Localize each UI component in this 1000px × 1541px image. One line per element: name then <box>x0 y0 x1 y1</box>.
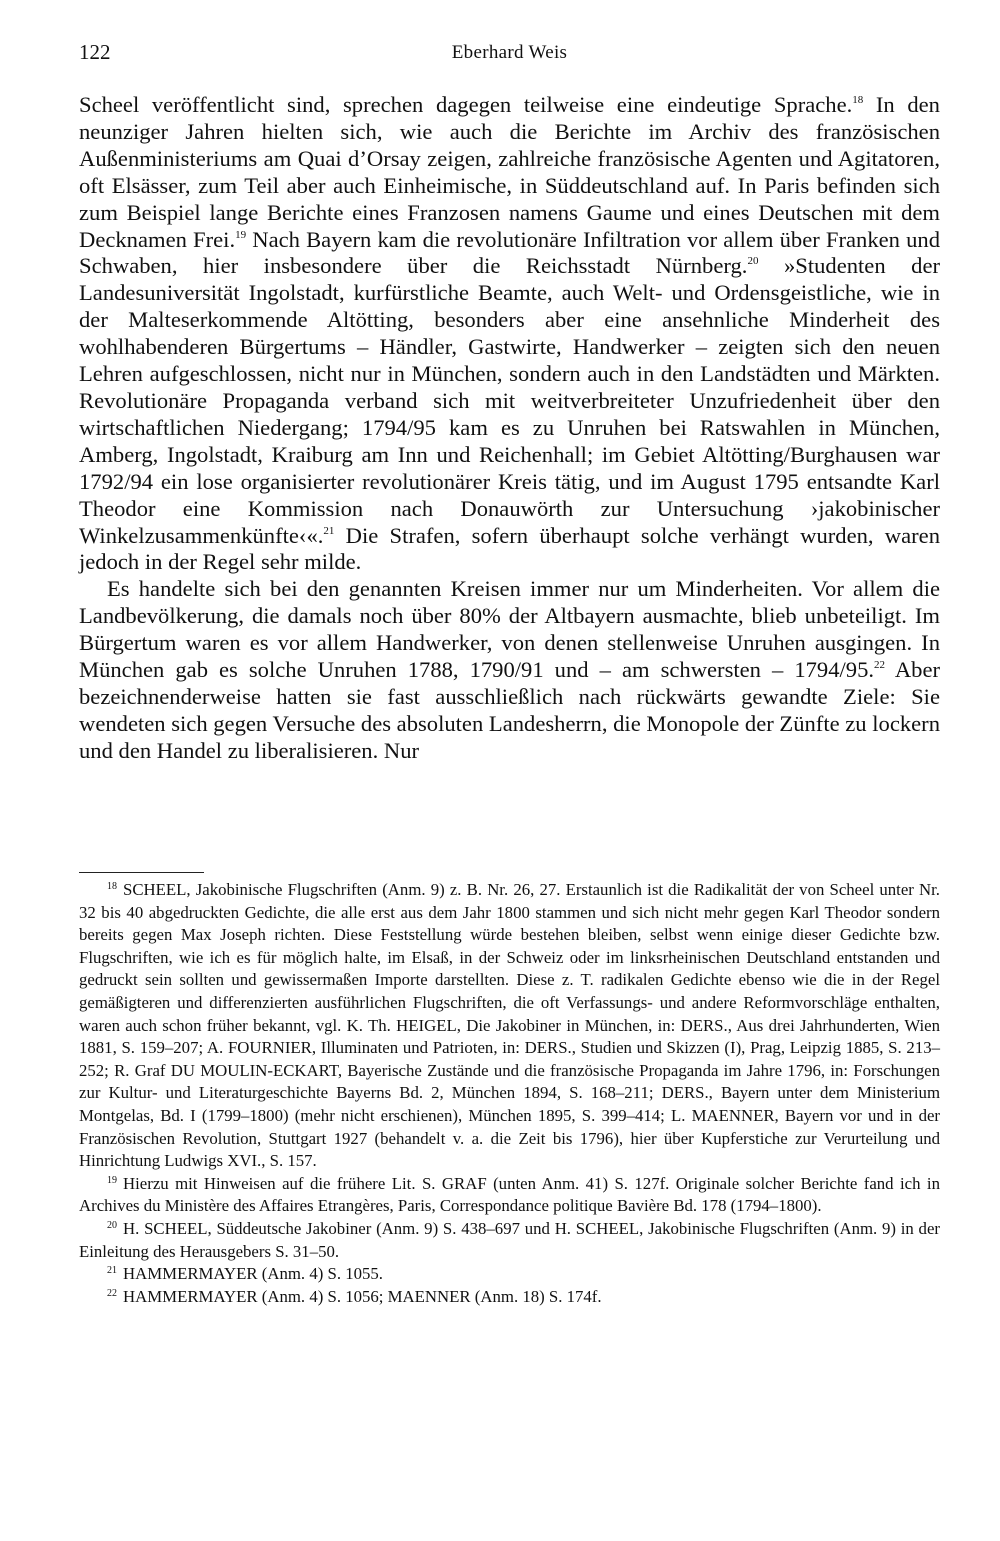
text-run: Nach Bayern kam die revolutionäre Infiltration vor allem über Franken und Schwaben, hier insbesondere über die Reichsstadt Nürnberg. <box>79 226 941 279</box>
paragraph-1 <box>79 92 940 576</box>
text-run: Es handelte sich bei den genannten Kreisen immer nur um Minderheiten. Vor allem die Landbevölkerung, die damals noch über 80% der Altbayern ausmachte, blieb unbeteiligt. Im Bürgertum waren es vor allem Handwerker, von denen stellenweise Unruhen ausgingen. In München gab es solche Unruhen 1788, 1790/91 und – am schwersten – 1794/95. <box>79 576 940 683</box>
footnote-ref-22: 22 <box>874 659 886 672</box>
footnote-divider <box>79 872 204 873</box>
footnote-ref-21: 21 <box>323 524 335 537</box>
text-run: Scheel veröffentlicht sind, sprechen dagegen teilweise eine eindeutige Sprache. <box>79 92 853 117</box>
footnote-text: SCHEEL, Jakobinische Flugschriften (Anm. 9) z. B. Nr. 26, 27. Erstaunlich ist die Radikalität der von Scheel unter Nr. 32 bis 40 abgedruckten Gedichte, die alle erst aus dem Jahr 1800 stammen und sich nicht mehr gegen Karl Theodor sondern bereits gegen Max Joseph richten. Diese Feststellung würde bestehen bleiben, selbst wenn einige dieser Gedichte bzw. Flugschriften, wie ich es für möglich halte, im Elsaß, in der Schweiz oder im linksrheinischen Deutschland entstanden und gedruckt sein sollten und gewissermaßen Importe darstellten. Diese z. T. radikalen Gedichte ebenso wie die in der Regel gemäßigteren und differenzierten ausführlichen Flugschriften, die oft Verfassungs- und andere Reformvorschläge enthalten, waren auch schon früher bekannt, vgl. K. Th. HEIGEL, Die Jakobiner in München, in: DERS., Aus drei Jahrhunderten, Wien 1881, S. 159–207; A. FOURNIER, Illuminaten und Patrioten, in: DERS., Studien und Skizzen (I), Prag, Leipzig 1885, S. 213–252; R. Graf DU MOULIN-ECKART, Bayerische Zustände und die französische Propaganda im Jahre 1796, in: Forschungen zur Kultur- und Literaturgeschichte Bayerns Bd. 2, München 1894, S. 168–211; DERS., Bayern unter dem Ministerium Montgelas, Bd. I (1799–1800) (mehr nicht erschienen), München 1895, S. 399–414; L. MAENNER, Bayern vor und in der Französischen Revolution, Stuttgart 1927 (behandelt v. a. die Zeit bis 1796), hier über Kupferstiche zur Verurteilung und Hinrichtung Ludwigs XVI., S. 157. <box>79 880 940 1171</box>
footnote-text: HAMMERMAYER (Anm. 4) S. 1056; MAENNER (Anm. 18) S. 174f. <box>123 1286 602 1306</box>
page-header <box>79 40 940 70</box>
running-title: Eberhard Weis <box>451 42 568 63</box>
main-text <box>79 92 940 765</box>
footnote-ref-18: 18 <box>852 94 864 106</box>
footnote-19 <box>79 1173 940 1218</box>
footnote-number: 21 <box>107 1265 117 1277</box>
footnote-21 <box>79 1263 940 1286</box>
text-run: Die Strafen, sofern überhaupt solche verhängt wurden, waren jedoch in der Regel sehr milde. <box>79 522 940 575</box>
page-number: 122 <box>79 40 111 64</box>
text-run: »Studenten der Landesuniversität Ingolstadt, kurfürstliche Beamte, auch Welt- und Ordensgeistliche, wie in der Malteserkommende Altötting, besonders aber eine ansehnliche Minderheit des wohlhabenderen Bürgertums – Händler, Gastwirte, Handwerker – zeigten sich den neuen Lehren aufgeschlossen, nicht nur in München, sondern auch in den Landstädten und Märkten. Revolutionäre Propaganda verband sich mit weitverbreiteter Unzufriedenheit über den wirtschaftlichen Niedergang; 1794/95 kam es zu Unruhen bei Ratswahlen in München, Amberg, Ingolstadt, Kraiburg am Inn und Reichenhall; im Gebiet Altötting/Burghausen war 1792/94 ein lose organisierter revolutionärer Kreis tätig, und im August 1795 entsandte Karl Theodor eine Kommission nach Donauwörth zur Untersuchung ›jakobinischer Winkelzusammenkünfte‹«. <box>79 253 941 548</box>
text-run: In den neunziger Jahren hielten sich, wie auch die Berichte im Archiv des französischen Außenministeriums am Quai d’Orsay zeigen, zahlreiche französische Agenten und Agitatoren, oft Elsässer, zum Teil aber auch Einheimische, in Süddeutschland auf. In Paris befinden sich zum Beispiel lange Berichte eines Franzosen namens Gaume und eines Deutschen mit dem Decknamen Frei. <box>79 92 940 252</box>
footnote-text: HAMMERMAYER (Anm. 4) S. 1055. <box>123 1264 383 1284</box>
footnote-number: 18 <box>107 881 117 892</box>
footnote-20 <box>79 1218 940 1263</box>
footnote-22 <box>79 1286 940 1309</box>
footnote-text: Hierzu mit Hinweisen auf die frühere Lit. S. GRAF (unten Anm. 41) S. 127f. Originale solcher Berichte fand ich in Archives du Ministère des Affaires Etrangères, Paris, Correspondance politique Bavière Bd. 178 (1794–1800). <box>79 1173 940 1216</box>
footnote-ref-20: 20 <box>747 255 759 268</box>
footnote-number: 20 <box>107 1219 117 1231</box>
footnote-number: 22 <box>107 1287 117 1299</box>
footnote-text: H. SCHEEL, Süddeutsche Jakobiner (Anm. 9) S. 438–697 und H. SCHEEL, Jakobinische Flugschriften (Anm. 9) in der Einleitung des Herausgebers S. 31–50. <box>79 1218 940 1261</box>
paragraph-2 <box>79 576 940 764</box>
footnote-ref-19: 19 <box>235 228 247 241</box>
footnote-number: 19 <box>107 1174 117 1186</box>
text-run: Aber bezeichnenderweise hatten sie fast ausschließlich nach rückwärts gewandte Ziele: Sie wendeten sich gegen Versuche des absoluten Landesherrn, die Monopole der Zünfte zu lockern und den Handel zu liberalisieren. Nur <box>79 657 940 763</box>
footnote-18 <box>79 879 940 1173</box>
footnotes <box>79 879 940 1308</box>
